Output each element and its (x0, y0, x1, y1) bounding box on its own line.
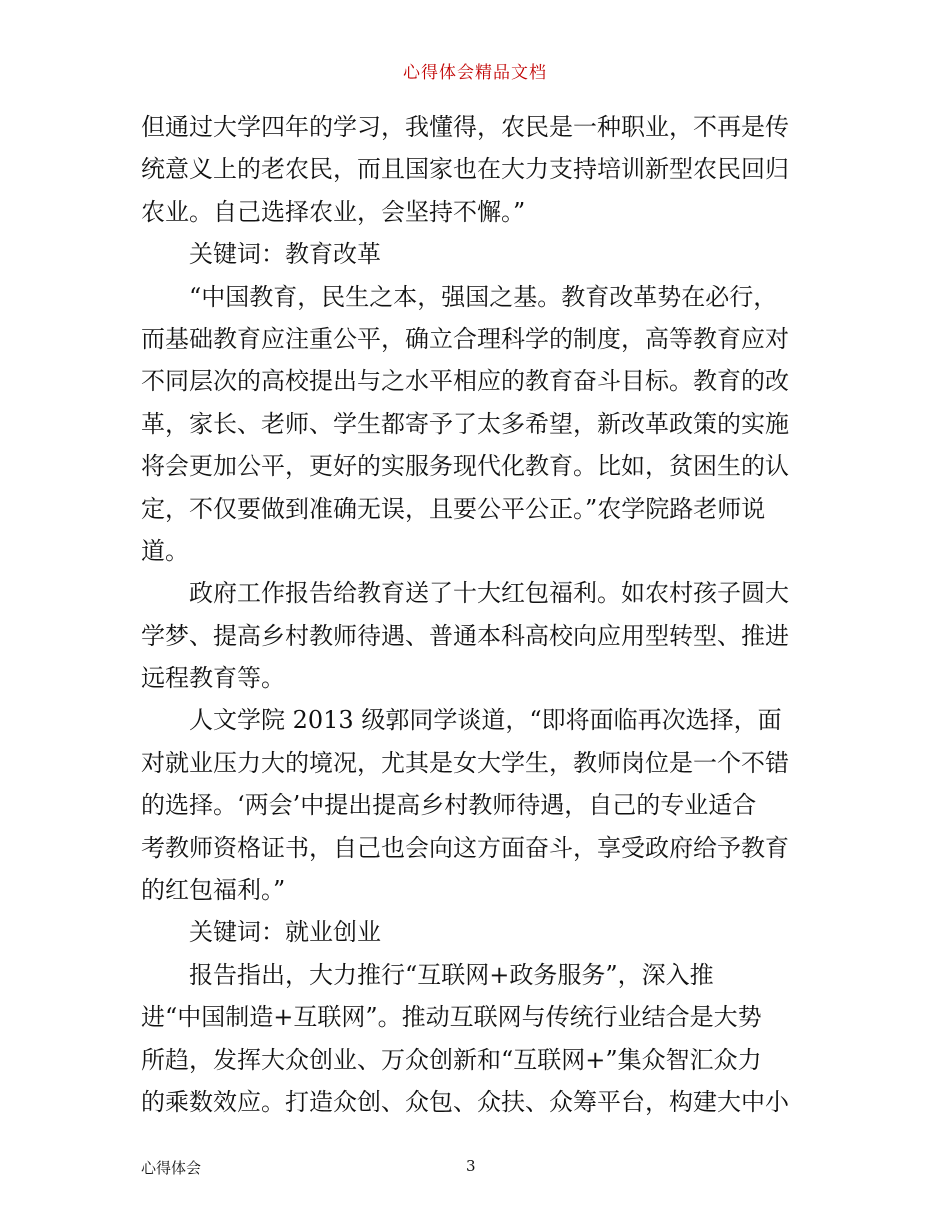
document-body (141, 106, 811, 1123)
text-line: 人文学院 2013 级郭同学谈道，“即将面临再次选择，面 (141, 706, 782, 735)
text-line: 而基础教育应注重公平，确立合理科学的制度，高等教育应对 (141, 324, 789, 353)
text-line: 定，不仅要做到准确无误，且要公平公正。”农学院路老师说 (141, 494, 766, 523)
text-line: “中国教育，民生之本，强国之基。教育改革势在必行， (141, 282, 778, 311)
footer-label: 心得体会 (141, 1159, 202, 1177)
text-line: 考教师资格证书，自己也会向这方面奋斗，享受政府给予教育 (141, 833, 789, 862)
text-line: 远程教育等。 (141, 664, 285, 693)
text-line: 进“中国制造+互联网”。推动互联网与传统行业结合是大势 (141, 1003, 762, 1032)
text-line: 的红包福利。” (141, 876, 286, 905)
text-line: 统意义上的老农民，而且国家也在大力支持培训新型农民回归 (141, 155, 789, 184)
keyword-heading: 关键词：就业创业 (141, 918, 381, 947)
text-line: 革，家长、老师、学生都寄予了太多希望，新改革政策的实施 (141, 409, 789, 438)
text-line: 的选择。‘两会’中提出提高乡村教师待遇，自己的专业适合 (141, 791, 757, 820)
text-line: 对就业压力大的境况，尤其是女大学生，教师岗位是一个不错 (141, 748, 789, 777)
page-header-title: 心得体会精品文档 (403, 63, 547, 83)
text-line: 政府工作报告给教育送了十大红包福利。如农村孩子圆大 (141, 579, 789, 608)
text-line: 学梦、提高乡村教师待遇、普通本科高校向应用型转型、推进 (141, 621, 789, 650)
text-line: 将会更加公平，更好的实服务现代化教育。比如，贫困生的认 (141, 452, 789, 481)
text-line: 农业。自己选择农业，会坚持不懈。” (141, 197, 526, 226)
keyword-heading: 关键词：教育改革 (141, 240, 381, 269)
text-line: 道。 (141, 536, 189, 565)
text-line: 的乘数效应。打造众创、众包、众扶、众筹平台，构建大中小 (141, 1087, 789, 1116)
text-line: 所趋，发挥大众创业、万众创新和“互联网+”集众智汇众力 (141, 1045, 762, 1074)
text-line: 报告指出，大力推行“互联网+政务服务”，深入推 (141, 960, 714, 989)
text-line: 但通过大学四年的学习，我懂得，农民是一种职业，不再是传 (141, 113, 789, 141)
text-line: 不同层次的高校提出与之水平相应的教育奋斗目标。教育的改 (141, 367, 789, 396)
page-number: 3 (466, 1157, 476, 1175)
